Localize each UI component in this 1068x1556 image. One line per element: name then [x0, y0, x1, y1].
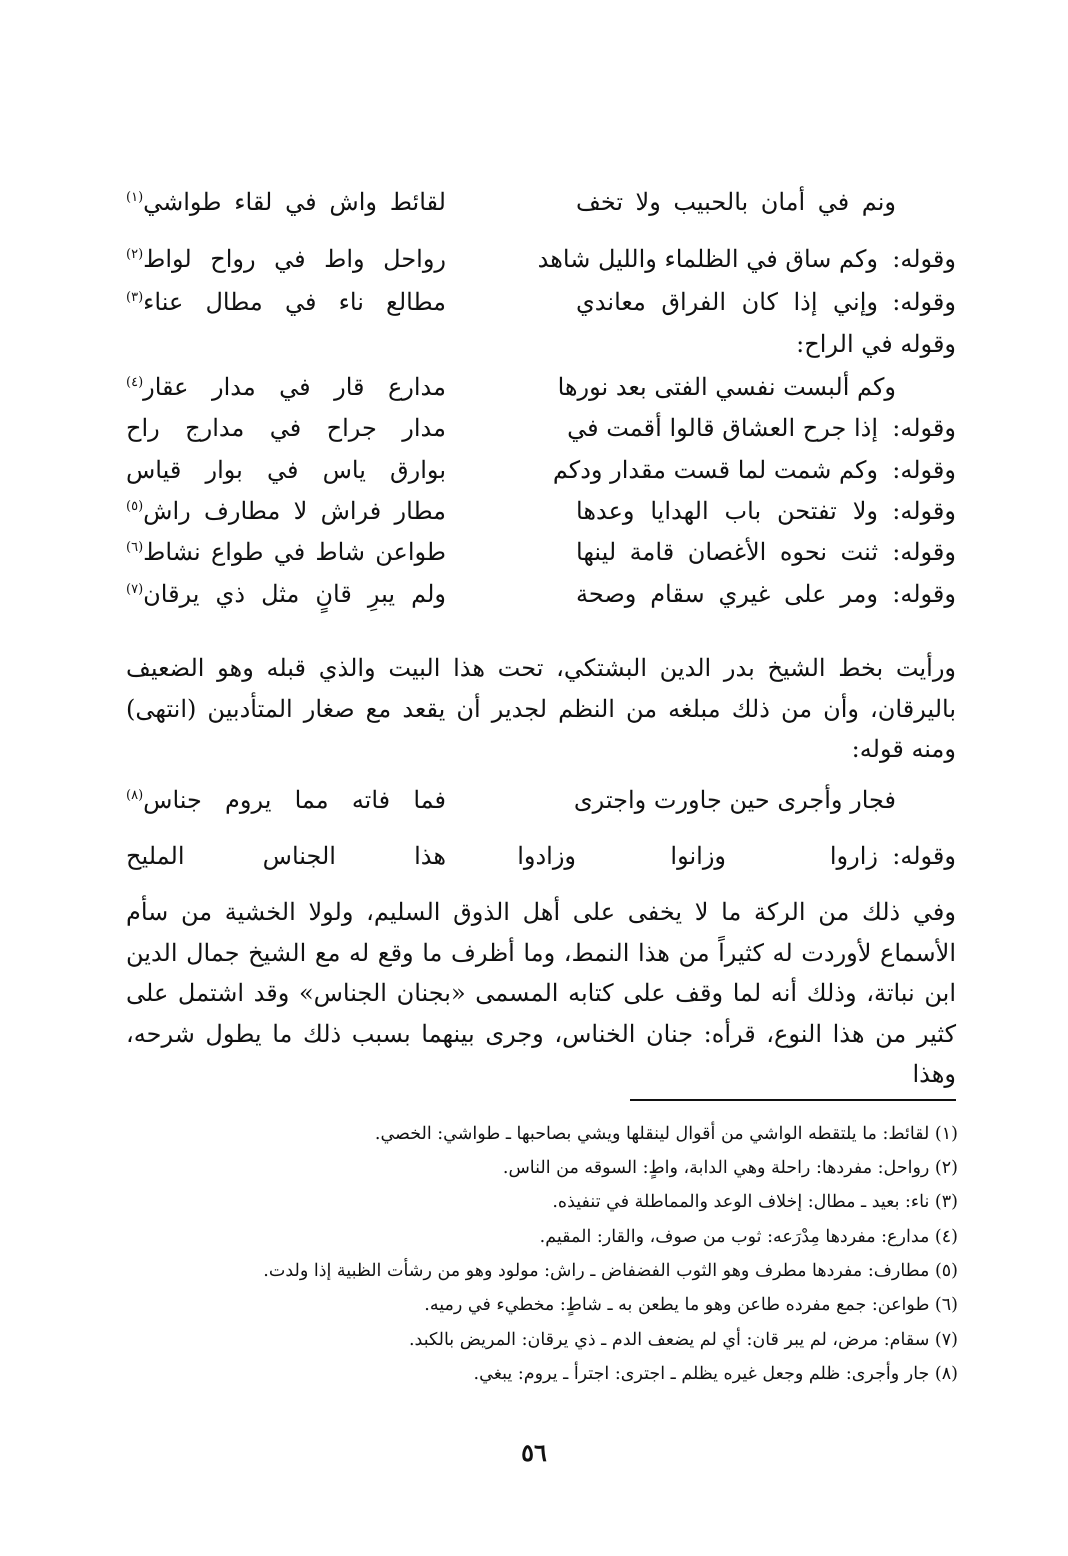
verse-intro: وقوله:: [892, 842, 956, 870]
verse-line: [126, 373, 956, 417]
verse-first-hemistich: ومر على غيري سقام وصحة: [576, 580, 878, 608]
verse-first-hemistich: وكم ساق في الظلماء والليل شاهد: [537, 245, 878, 273]
verse-first-hemistich: فجار وأجرى حين جاورت واجترى: [573, 786, 896, 814]
footnote-marker: (٢): [126, 247, 144, 262]
footnote: (٢) رواحل: مفردها: راحلة وهي الدابة، واطٍ: السوقه من الناس.: [502, 1158, 958, 1178]
verse-line: [126, 497, 956, 541]
verse-first-hemistich: ونم في أمان بالحبيب ولا تخف: [576, 188, 896, 216]
verse-first-hemistich: إذا جرح العشاق قالوا أقمت في: [567, 414, 878, 442]
verse-first-hemistich: ولا تفتحن باب الهدايا وعدها: [576, 497, 878, 525]
footnote-marker: (٨): [126, 788, 144, 803]
verse-second-text: ولم يبرِ قانٍ مثل ذي يرقان: [143, 580, 446, 608]
footnote: (٣) ناء: بعيد ـ مطال: إخلاف الوعد والمماطلة في تنفيذه.: [552, 1192, 958, 1212]
verse-second-text: فما فاته مما يروم جناس: [143, 786, 446, 814]
verse-second-text: مطالع ناء في مطال عناء: [143, 288, 446, 316]
verse-line: [126, 538, 956, 582]
verse-intro: وقوله:: [892, 497, 956, 525]
footnote-marker: (١): [126, 190, 144, 205]
footnote-marker: (٤): [126, 375, 144, 390]
verse-intro: وقوله:: [892, 538, 956, 566]
footnote: (٥) مطارف: مفردها مطرف وهو الثوب الفضفاض ـ راش: مولود وهو من رشأت الظبية إذا ولدت.: [263, 1261, 958, 1281]
footnote: (٦) طواعن: جمع مفرده طاعن وهو ما يطعن به ـ شاطٍ: مخطيء في رميه.: [424, 1295, 958, 1315]
footnote-marker: (٧): [126, 582, 144, 597]
verse-second-text: طواعن شاط في طواع نشاط: [143, 538, 446, 566]
verse-second-hemistich: [126, 580, 446, 608]
verse-line: [126, 456, 956, 500]
verse-intro: وقوله:: [892, 414, 956, 442]
footnote: (١) لقائط: ما يلتقطه الواشي من أقوال لينقلها ويشي بصاحبها ـ طواشي: الخصي.: [374, 1124, 958, 1144]
verse-second-text: مطار فراش لا مطارف راش: [143, 497, 446, 525]
footnote-separator: [630, 1099, 956, 1101]
verse-second-hemistich: [126, 288, 446, 316]
verse-word: وزادوا: [517, 842, 576, 870]
footnote: (٤) مدارع: مفردها مِدْرَعه: ثوب من صوف، والقار: المقيم.: [539, 1227, 958, 1247]
verse-word: وزانوا: [670, 842, 726, 870]
verse-intro: وقوله:: [892, 580, 956, 608]
verse-intro: وقوله:: [892, 288, 956, 316]
verse-second-hemistich: [126, 414, 446, 442]
verse-second-hemistich: [126, 786, 446, 814]
verse-first-hemistich: وكم شمت لما قست مقدار ودكم: [552, 456, 878, 484]
verse-line: [126, 414, 956, 458]
verse-second-hemistich: [126, 245, 446, 273]
verse-second-text: رواحل واط في رواح لواط: [143, 245, 446, 273]
verse-second-hemistich: [126, 538, 446, 566]
verse-line: [126, 245, 956, 289]
verse-second-hemistich: [126, 497, 446, 525]
verse-word: زاروا: [829, 842, 878, 870]
verse-second-text: مدار جراح في مدارج راح: [126, 414, 446, 442]
verse-second-text: بوارق ياس في بوار قياس: [126, 456, 446, 484]
verse-second-text: لقائط واش في لقاء طواشي: [143, 188, 446, 216]
verse-line: [126, 188, 956, 232]
verse-second-hemistich: [126, 373, 446, 401]
verse-first-hemistich: ثنت نحوه الأغصان قامة لينها: [576, 538, 878, 566]
verse-line: [126, 842, 956, 886]
footnote: (٧) سقام: مرض، لم يبر قان: أي لم يضعف الدم ـ ذي يرقان: المريض بالكبد.: [408, 1330, 958, 1350]
verse-first-hemistich: وكم ألبست نفسي الفتى بعد نورها: [557, 373, 896, 401]
footnote-marker: (٦): [126, 540, 144, 555]
verse-second-hemistich: هذا الجناس المليح: [126, 842, 446, 870]
verse-intro: وقوله:: [892, 245, 956, 273]
verse-line: [126, 786, 956, 830]
body-paragraph: وفي ذلك من الركة ما لا يخفى على أهل الذوق السليم، ولولا الخشية من سأم الأسماع لأوردت له كثيراً من هذا النمط، وما أظرف ما وقع له مع الشيخ جمال الدين ابن نباتة، وذلك أنه لما وقف على كتابه المسمى «بجنان الجناس» وقد اشتمل على كثير من هذا النوع، قرأه: جنان الخناس، وجرى بينهما بسبب ذلك ما يطول شرحه، وهذا: [126, 898, 956, 1088]
footnote-marker: (٥): [126, 499, 144, 514]
verse-intro: وقوله:: [892, 456, 956, 484]
verse-line: [126, 580, 956, 624]
verse-line: [126, 288, 956, 332]
verse-first-hemistich: وإني إذا كان الفراق معاندي: [576, 288, 878, 316]
body-paragraph: ورأيت بخط الشيخ بدر الدين البشتكي، تحت هذا البيت والذي قبله وهو الضعيف باليرقان، وأن من ذلك مبلغه من النظم لجدير أن يقعد مع صغار المتأدبين (انتهى) ومنه قوله:: [126, 654, 956, 763]
verse-second-hemistich: [126, 188, 446, 216]
footnote-marker: (٣): [126, 290, 144, 305]
page-number: ٥٦: [521, 1438, 547, 1467]
footnote: (٨) جار وأجرى: ظلم وجعل غيره يظلم ـ اجترى: اجترأ ـ يروم: يبغي.: [473, 1364, 958, 1384]
verse-second-text: مدارع قار في مدار عقار: [143, 373, 446, 401]
section-intro: وقوله في الراح:: [796, 330, 956, 358]
verse-second-hemistich: [126, 456, 446, 484]
